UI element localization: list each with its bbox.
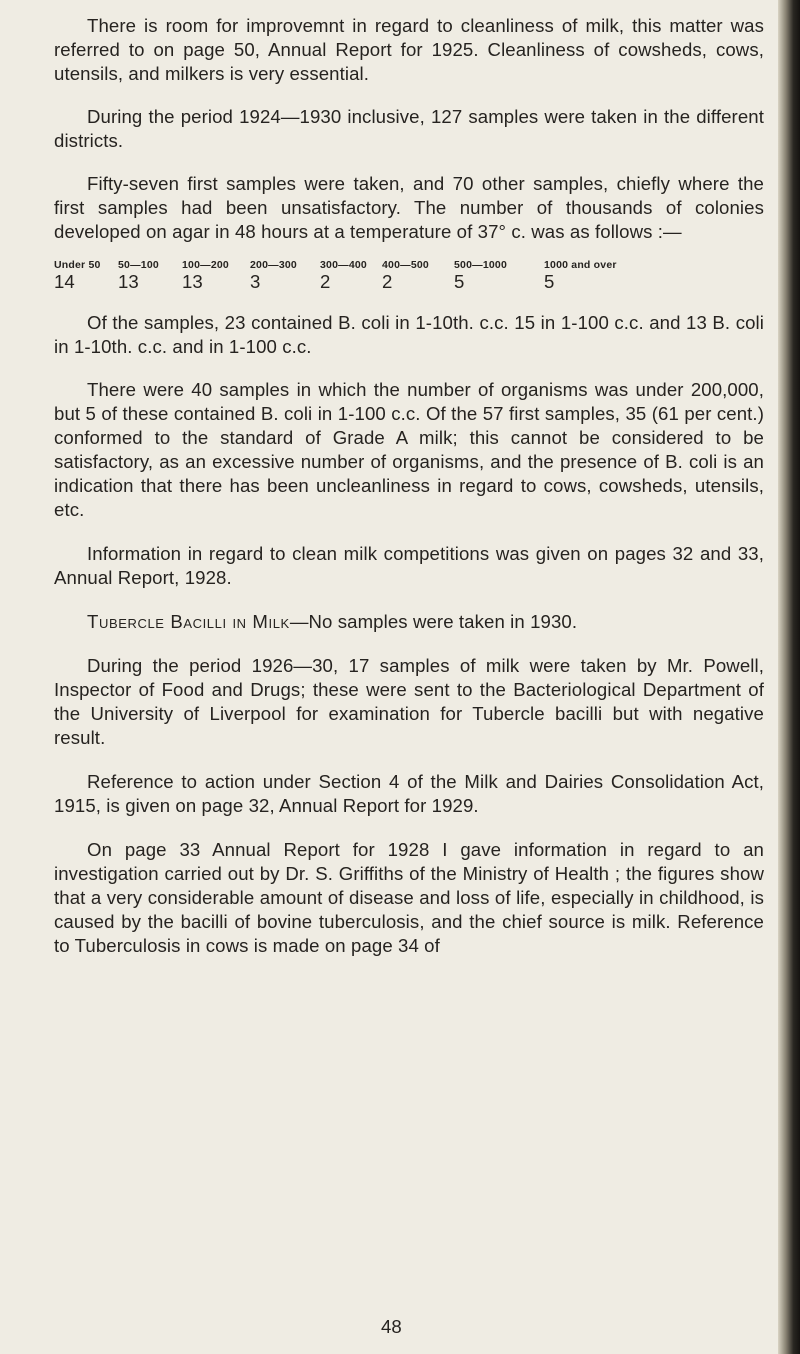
colony-header-cell: 50—100 bbox=[118, 259, 159, 271]
colony-table-value-row bbox=[54, 271, 654, 293]
paragraph-section-4: Reference to action under Section 4 of the Milk and Dairies Consolidation Act, 1915, is given on page 32, Annual Report for 1929. bbox=[54, 771, 764, 816]
paragraph-samples-taken: During the period 1924—1930 inclusive, 127 samples were taken in the different districts. bbox=[54, 106, 764, 151]
paragraph-powell-samples: During the period 1926—30, 17 samples of milk were taken by Mr. Powell, Inspector of Food and Drugs; these were sent to the Bacteriological Department of the University of Liverpool for examination for Tubercle bacilli but with negative result. bbox=[54, 655, 764, 748]
colony-value-cell: 2 bbox=[320, 271, 331, 292]
colony-header-cell: 1000 and over bbox=[544, 259, 617, 271]
colony-header-cell: 300—400 bbox=[320, 259, 367, 271]
colony-value-cell: 13 bbox=[118, 271, 139, 292]
paragraph-competitions: Information in regard to clean milk competitions was given on pages 32 and 33, Annual Report, 1928. bbox=[54, 543, 764, 588]
colony-value-cell: 14 bbox=[54, 271, 75, 292]
paragraph-investigation: On page 33 Annual Report for 1928 I gave information in regard to an investigation carried out by Dr. S. Griffiths of the Ministry of Health ; the figures show that a very considerable amount of disease and loss of life, especially in childhood, is caused by the bacilli of bovine tuberculosis, and the chief source is milk. Reference to Tuberculosis in cows is made on page 34 of bbox=[54, 839, 764, 956]
paragraph-milk-cleanliness: There is room for improvemnt in regard to cleanliness of milk, this matter was referred to on page 50, Annual Report for 1925. Cleanliness of cowsheds, cows, utensils, and milkers is very essential. bbox=[54, 15, 764, 84]
tubercle-text: —No samples were taken in 1930. bbox=[289, 611, 578, 632]
colony-table-header-row bbox=[54, 260, 654, 271]
colony-value-cell: 5 bbox=[544, 271, 555, 292]
colony-value-cell: 2 bbox=[382, 271, 393, 292]
paragraph-organisms: There were 40 samples in which the number of organisms was under 200,000, but 5 of these contained B. coli in 1-100 c.c. Of the 57 first samples, 35 (61 per cent.) conformed to the standard of Grade A milk; this cannot be considered to be satisfactory, as an excessive number of organisms, and the presence of B. coli is an indication that there has been uncleanliness in regard to cows, cowsheds, utensils, etc. bbox=[54, 379, 764, 520]
colony-value-cell: 13 bbox=[182, 271, 203, 292]
colony-header-cell: Under 50 bbox=[54, 259, 101, 271]
colony-header-cell: 200—300 bbox=[250, 259, 297, 271]
document-body bbox=[54, 14, 764, 958]
paragraph-colony-counts: Fifty-seven first samples were taken, and 70 other samples, chiefly where the first samples had been unsatisfactory. The number of thousands of colonies developed on agar in 48 hours at a temperature of 37° c. was as follows :— bbox=[54, 173, 764, 242]
colony-header-cell: 100—200 bbox=[182, 259, 229, 271]
page-number: 48 bbox=[381, 1316, 402, 1337]
paragraph-tubercle-bacilli bbox=[54, 610, 764, 634]
book-binding-edge bbox=[778, 0, 800, 1354]
paragraph-b-coli: Of the samples, 23 contained B. coli in 1-10th. c.c. 15 in 1-100 c.c. and 13 B. coli in 1-10th. c.c. and in 1-100 c.c. bbox=[54, 312, 764, 357]
colony-value-cell: 5 bbox=[454, 271, 465, 292]
section-heading-tubercle: Tubercle Bacilli in Milk bbox=[87, 611, 290, 632]
colony-header-cell: 400—500 bbox=[382, 259, 429, 271]
colony-count-table bbox=[54, 260, 654, 293]
colony-value-cell: 3 bbox=[250, 271, 261, 292]
colony-header-cell: 500—1000 bbox=[454, 259, 507, 271]
